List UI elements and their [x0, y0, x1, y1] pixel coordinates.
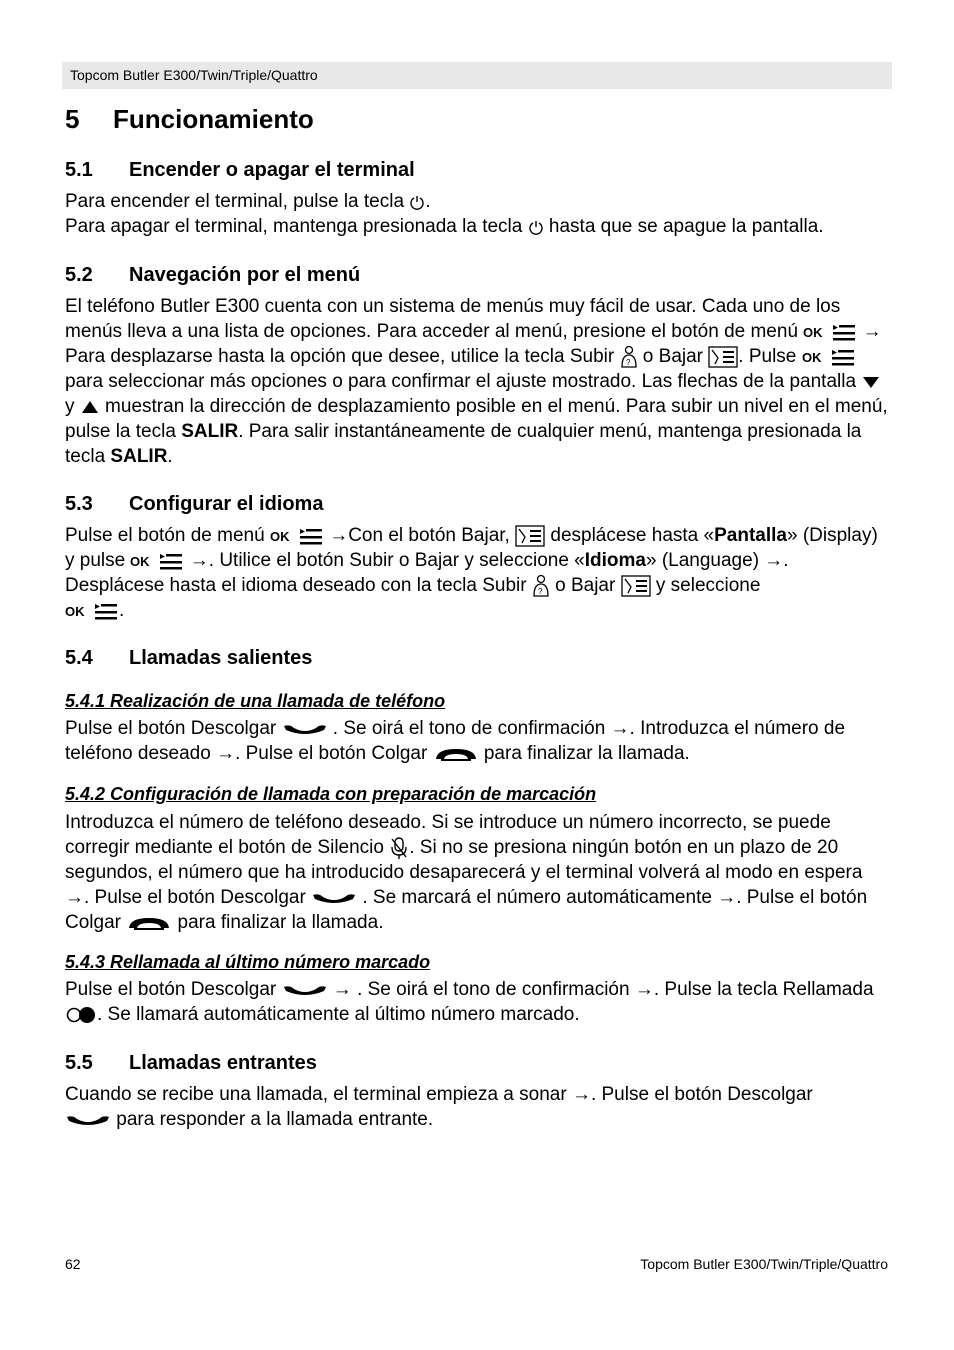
section-5-2-body: [65, 294, 891, 469]
text: » (Language) →. Desplácese hasta el idioma deseado con la tecla Subir: [65, 550, 789, 596]
footer-title: Topcom Butler E300/Twin/Triple/Quattro: [640, 1256, 888, 1272]
text: para finalizar la llamada.: [478, 743, 690, 764]
section-title: Navegación por el menú: [129, 264, 361, 286]
svg-text:OK: OK: [803, 324, 823, 340]
text: o Bajar: [637, 346, 709, 367]
pickup-icon: [282, 722, 328, 736]
section-number: 5.3: [65, 493, 93, 515]
text: desplácese hasta «: [545, 525, 715, 546]
pickup-icon: [65, 1113, 111, 1127]
section-number: 5.4: [65, 647, 93, 669]
salir-key-label: SALIR: [110, 446, 168, 467]
section-5-4-3-heading: 5.4.3 Rellamada al último número marcado: [65, 952, 431, 972]
section-title: Encender o apagar el terminal: [129, 159, 415, 181]
text: Pulse el botón de menú: [65, 525, 270, 546]
svg-text:OK: OK: [65, 603, 85, 619]
svg-text:OK: OK: [130, 553, 150, 569]
text: . Se marcará el número automáticamente →. Pulse el botón Colgar: [65, 887, 868, 933]
section-5-4-heading: [65, 647, 312, 670]
text: Para encender el terminal, pulse la tecla: [65, 191, 410, 212]
section-number: 5.5: [65, 1052, 93, 1074]
pickup-icon: [311, 891, 357, 905]
hangup-icon: [126, 914, 172, 932]
svg-text:?: ?: [625, 357, 630, 367]
text: y: [65, 396, 80, 417]
idioma-label: Idioma: [584, 550, 646, 571]
power-icon: [528, 219, 544, 235]
section-5-4-1-body: [65, 716, 891, 766]
section-5-1-heading: [65, 159, 415, 182]
section-5-4-1-heading: 5.4.1 Realización de una llamada de teléfono: [65, 691, 446, 711]
header-title: Topcom Butler E300/Twin/Triple/Quattro: [70, 67, 318, 83]
salir-key-label: SALIR: [181, 421, 239, 442]
section-5-1-body: [65, 189, 891, 239]
section-5-5-body: [65, 1082, 891, 1132]
section-5-4-2-heading: 5.4.2 Configuración de llamada con preparación de marcación: [65, 784, 597, 804]
section-5-4-2-body: [65, 810, 891, 935]
text: o Bajar: [549, 575, 621, 596]
text: . Se oirá el tono de confirmación →. Introduzca el número de teléfono deseado →. Pulse el botón Colgar: [65, 718, 846, 764]
down-list-icon: [515, 525, 545, 547]
power-icon: [409, 194, 425, 210]
down-list-icon: [708, 346, 738, 368]
text: →. Utilice el botón Subir o Bajar y seleccione «: [184, 550, 585, 571]
page-number: 62: [65, 1256, 81, 1272]
ok-menu-icon: [130, 551, 184, 571]
text: Para apagar el terminal, mantenga presionada la tecla: [65, 216, 528, 237]
svg-text:OK: OK: [801, 349, 822, 365]
svg-text:OK: OK: [269, 528, 290, 544]
text: para finalizar la llamada.: [172, 912, 384, 933]
text: . Se llamará automáticamente al último número marcado.: [97, 1004, 580, 1025]
section-number: 5.1: [65, 159, 93, 181]
section-5-3-body: [65, 523, 891, 623]
down-arrow-icon: [861, 374, 881, 390]
text: .: [119, 600, 125, 621]
section-title: Llamadas salientes: [129, 647, 313, 669]
chapter-title: Funcionamiento: [113, 104, 314, 134]
text: Introduzca el número de teléfono deseado. Si se introduce un número incorrecto, se puede corregir mediante el botón de Silencio: [65, 812, 831, 858]
ok-menu-icon: [65, 601, 119, 621]
section-5-5-heading: [65, 1052, 317, 1075]
redial-icon: [65, 1006, 97, 1024]
text: para responder a la llamada entrante.: [111, 1109, 434, 1130]
text: .: [425, 191, 431, 212]
up-contacts-icon: [532, 574, 550, 598]
text: para seleccionar más opciones o para confirmar el ajuste mostrado. Las flechas de la pantalla: [65, 371, 862, 392]
text: Cuando se recibe una llamada, el terminal empieza a sonar →. Pulse el botón Descolgar: [65, 1084, 813, 1105]
text: . Para salir instantáneamente de cualquier menú, mantenga presionada la tecla: [65, 421, 862, 467]
up-contacts-icon: [620, 345, 638, 369]
ok-menu-icon: [802, 347, 856, 367]
text: →Con el botón Bajar,: [323, 525, 516, 546]
text: . Si no se presiona ningún botón en un plazo de 20 segundos, el número que ha introducido desaparecerá y el terminal volverá al modo en espera →. Pulse el botón Descolgar: [65, 837, 863, 908]
mute-icon: [389, 836, 409, 860]
section-number: 5.2: [65, 264, 93, 286]
svg-text:?: ?: [537, 586, 543, 596]
up-arrow-icon: [80, 399, 100, 415]
section-title: Llamadas entrantes: [129, 1052, 317, 1074]
text: » (Display) y pulse: [65, 525, 878, 571]
text: hasta que se apague la pantalla.: [543, 216, 824, 237]
text: muestran la dirección de desplazamiento posible en el menú. Para subir un nivel en el menú, pulse la tecla: [65, 396, 888, 442]
section-title: Configurar el idioma: [129, 493, 324, 515]
section-5-2-heading: [65, 264, 360, 287]
text: → Para desplazarse hasta la opción que desee, utilice la tecla Subir: [65, 321, 882, 367]
ok-menu-icon: [270, 526, 324, 546]
text: . Pulse: [738, 346, 802, 367]
down-list-icon: [621, 575, 651, 597]
text: .: [167, 446, 173, 467]
text: Pulse el botón Descolgar: [65, 979, 282, 1000]
pickup-icon: [282, 983, 328, 997]
ok-menu-icon: [803, 322, 857, 342]
chapter-heading: [65, 104, 314, 135]
text: El teléfono Butler E300 cuenta con un sistema de menús muy fácil de usar. Cada uno de los menús lleva a una lista de opciones. Para acceder al menú, presione el botón de menú: [65, 296, 841, 342]
text: Pulse el botón Descolgar: [65, 718, 282, 739]
pantalla-label: Pantalla: [714, 525, 787, 546]
hangup-icon: [433, 745, 479, 763]
section-5-4-3-body: [65, 977, 891, 1027]
header-bar: [62, 62, 892, 89]
text: y seleccione: [650, 575, 761, 596]
text: → . Se oirá el tono de confirmación →. Pulse la tecla Rellamada: [327, 979, 874, 1000]
section-5-3-heading: [65, 493, 323, 516]
chapter-number: 5: [65, 104, 80, 134]
